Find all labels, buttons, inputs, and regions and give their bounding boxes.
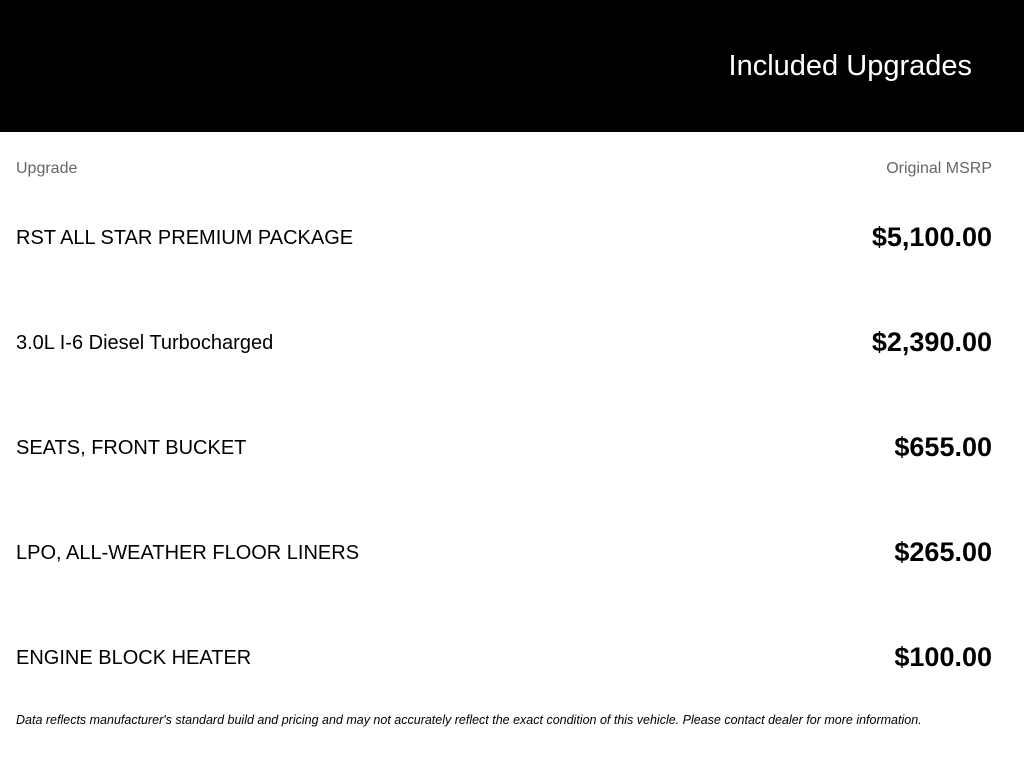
column-headers	[16, 160, 992, 180]
upgrade-name: RST ALL STAR PREMIUM PACKAGE	[16, 227, 354, 249]
column-header-msrp: Original MSRP	[886, 160, 992, 177]
disclaimer-text: Data reflects manufacturer's standard build and pricing and may not accurately reflect the exact condition of this vehicle. Please contact dealer for more information.	[16, 713, 922, 727]
list-item	[16, 500, 992, 605]
upgrade-price: $655.00	[894, 432, 992, 462]
upgrade-price: $2,390.00	[871, 327, 992, 357]
list-item	[16, 395, 992, 500]
column-header-upgrade: Upgrade	[16, 160, 78, 177]
upgrade-price: $100.00	[894, 642, 992, 672]
page-title: Included Upgrades	[728, 50, 972, 82]
upgrade-name: LPO, ALL-WEATHER FLOOR LINERS	[16, 542, 360, 564]
upgrade-price: $5,100.00	[871, 222, 992, 252]
upgrade-name: ENGINE BLOCK HEATER	[16, 647, 252, 669]
upgrades-list	[16, 185, 992, 710]
header-bar	[0, 0, 1024, 132]
upgrade-name: 3.0L I-6 Diesel Turbocharged	[16, 332, 274, 354]
upgrade-price: $265.00	[894, 537, 992, 567]
list-item	[16, 290, 992, 395]
list-item	[16, 605, 992, 710]
upgrade-name: SEATS, FRONT BUCKET	[16, 437, 247, 459]
list-item	[16, 185, 992, 290]
